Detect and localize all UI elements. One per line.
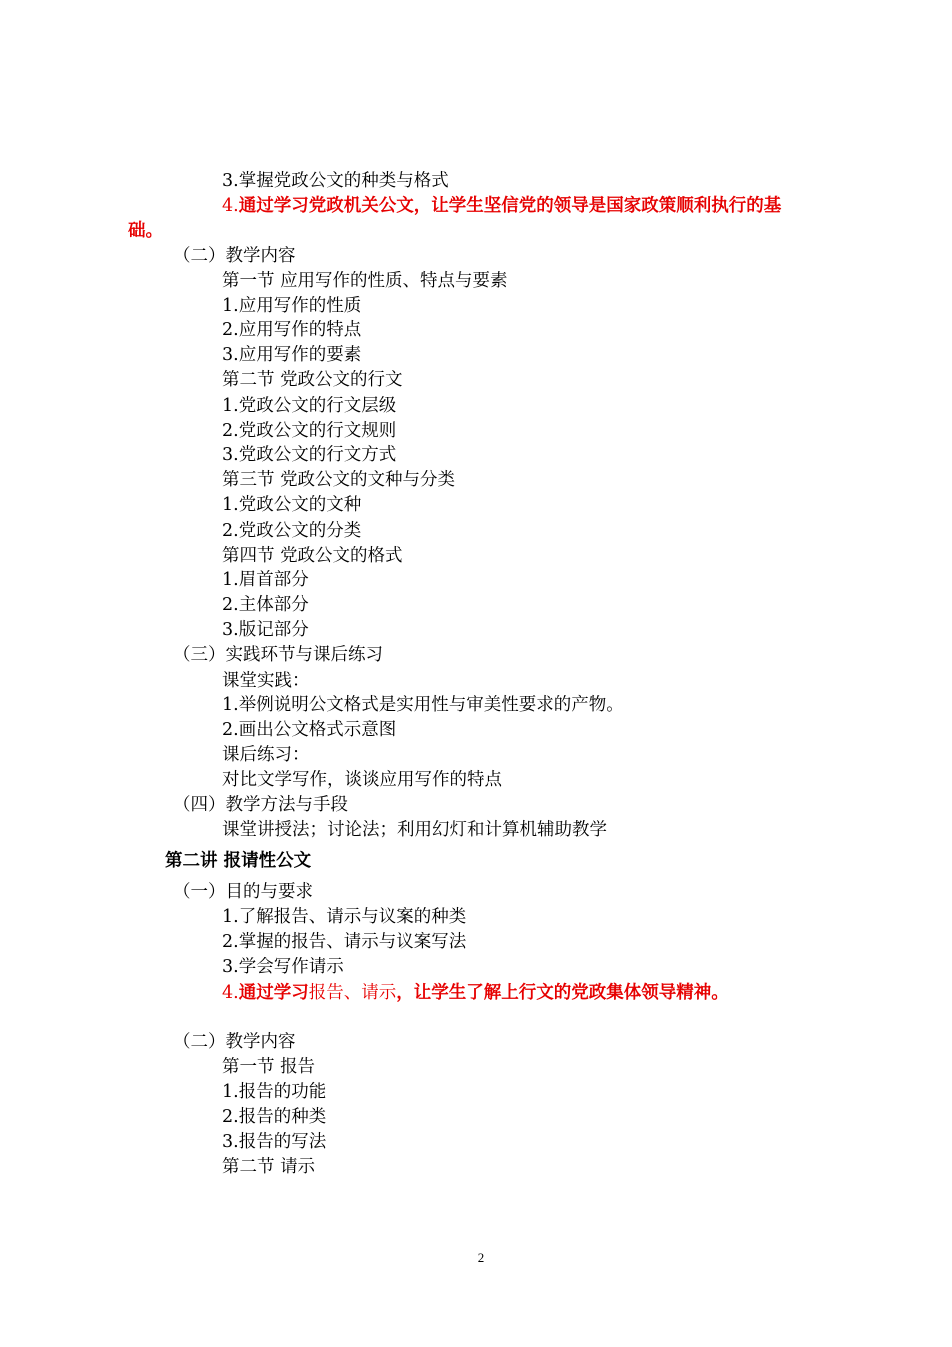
practice-item-1: 1.举例说明公文格式是实用性与审美性要求的产物。 xyxy=(222,695,624,715)
section-teaching-content: （二）教学内容 xyxy=(173,246,296,266)
section-methods: （四）教学方法与手段 xyxy=(173,795,348,815)
homework-item-1: 对比文学写作，谈谈应用写作的特点 xyxy=(222,770,502,790)
lesson-3-item-1: 1.党政公文的文种 xyxy=(222,495,362,515)
lesson-1-title: 第一节 应用写作的性质、特点与要素 xyxy=(222,271,508,291)
objective-4-text: 通过学习党政机关公文，让学生坚信党的领导是国家政策顺利执行的基 xyxy=(238,196,782,216)
lecture-2-title: 第二讲 报请性公文 xyxy=(165,851,312,871)
lecture-2-lesson-1-title: 第一节 报告 xyxy=(222,1057,316,1077)
lesson-4-item-2: 2.主体部分 xyxy=(222,595,309,615)
lesson-3-item-2: 2.党政公文的分类 xyxy=(222,521,362,541)
lecture-2-objective-4-part-a: 通过学习 xyxy=(238,983,309,1003)
objective-4-continuation: 础。 xyxy=(128,221,163,241)
lesson-2-title: 第二节 党政公文的行文 xyxy=(222,370,403,390)
lecture-2-section-content: （二）教学内容 xyxy=(173,1032,296,1052)
lecture-2-lesson-1-item-1: 1.报告的功能 xyxy=(222,1082,327,1102)
lecture-2-section-objectives: （一）目的与要求 xyxy=(173,882,313,902)
objective-4-number: 4. xyxy=(222,196,239,216)
homework-label: 课后练习： xyxy=(222,745,310,765)
lesson-1-item-1: 1.应用写作的性质 xyxy=(222,296,362,316)
methods-text: 课堂讲授法；讨论法；利用幻灯和计算机辅助教学 xyxy=(222,820,607,840)
lecture-2-objective-4-part-c: ，让学生了解上行文的党政集体领导精神。 xyxy=(396,983,729,1003)
lecture-2-lesson-1-item-2: 2.报告的种类 xyxy=(222,1107,327,1127)
lesson-4-title: 第四节 党政公文的格式 xyxy=(222,546,403,566)
lecture-2-objective-4-number: 4. xyxy=(222,983,239,1003)
practice-item-2: 2.画出公文格式示意图 xyxy=(222,720,397,740)
lecture-2-objective-2: 2.掌握的报告、请示与议案写法 xyxy=(222,932,467,952)
lecture-2-objective-1: 1.了解报告、请示与议案的种类 xyxy=(222,907,467,927)
lesson-1-item-3: 3.应用写作的要素 xyxy=(222,345,362,365)
lesson-2-item-1: 1.党政公文的行文层级 xyxy=(222,396,397,416)
practice-label: 课堂实践： xyxy=(222,671,310,691)
section-practice: （三）实践环节与课后练习 xyxy=(173,645,383,665)
lesson-1-item-2: 2.应用写作的特点 xyxy=(222,320,362,340)
lesson-2-item-2: 2.党政公文的行文规则 xyxy=(222,421,397,441)
objective-3: 3.掌握党政公文的种类与格式 xyxy=(222,171,449,191)
lecture-2-objective-3: 3.学会写作请示 xyxy=(222,957,344,977)
page-number: 2 xyxy=(477,1250,485,1265)
lesson-4-item-1: 1.眉首部分 xyxy=(222,570,309,590)
lecture-2-lesson-2-title: 第二节 请示 xyxy=(222,1157,316,1177)
lesson-3-title: 第三节 党政公文的文种与分类 xyxy=(222,470,456,490)
lecture-2-objective-4 xyxy=(222,981,729,1005)
lesson-2-item-3: 3.党政公文的行文方式 xyxy=(222,445,397,465)
lecture-2-lesson-1-item-3: 3.报告的写法 xyxy=(222,1132,327,1152)
objective-4 xyxy=(222,194,781,218)
lecture-2-objective-4-part-b: 报告、请示 xyxy=(308,983,397,1003)
lesson-4-item-3: 3.版记部分 xyxy=(222,620,309,640)
